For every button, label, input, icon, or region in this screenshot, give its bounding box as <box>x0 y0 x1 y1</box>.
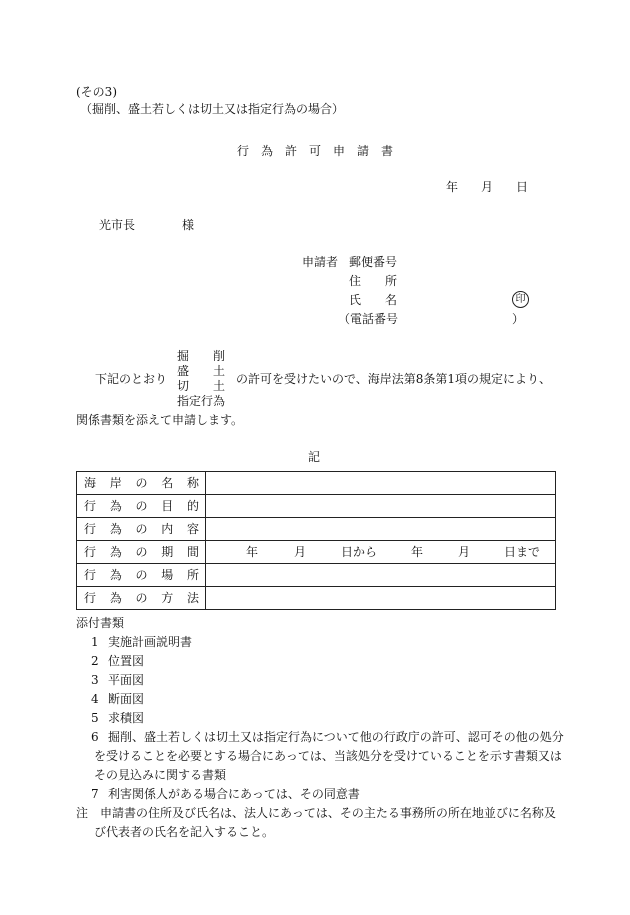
row-label-method: 行 為 の 方 法 <box>77 587 206 610</box>
value-cell[interactable] <box>206 495 556 518</box>
ki-heading: 記 <box>308 450 321 464</box>
list-item: 断面図 <box>108 692 145 706</box>
note-mark: 注 <box>76 806 89 820</box>
list-item: 実施計画説明書 <box>108 635 193 649</box>
list-item-number: 4 <box>91 692 99 706</box>
list-item: 平面図 <box>108 673 145 687</box>
period-until: 日まで <box>504 545 541 559</box>
address-label-char: 住 <box>349 274 362 288</box>
title-char: 為 <box>261 144 274 158</box>
seal-mark-icon: 印 <box>512 291 529 308</box>
table-row <box>77 518 556 541</box>
period-from: 日から <box>341 545 378 559</box>
row-label-location: 行 為 の 場 所 <box>77 564 206 587</box>
list-item: 掘削、盛土若しくは切土又は指定行為について他の行政庁の許可、認可その他の処分 <box>108 730 564 744</box>
form-number: (その3) <box>76 85 117 99</box>
row-label-period: 行 為 の 期 間 <box>77 541 206 564</box>
name-label-char: 名 <box>385 293 398 307</box>
value-cell[interactable] <box>206 587 556 610</box>
date-day-label: 日 <box>516 180 529 194</box>
addressee-honorific: 様 <box>182 218 195 232</box>
table-row <box>77 541 556 564</box>
row-label-coast-name: 海 岸 の 名 称 <box>77 472 206 495</box>
date-month-label: 月 <box>481 180 494 194</box>
attachments-heading: 添付書類 <box>76 616 125 630</box>
list-item-number: 2 <box>91 654 99 668</box>
table-row <box>77 564 556 587</box>
title-char: 可 <box>309 144 322 158</box>
address-label-char: 所 <box>385 274 398 288</box>
list-item-number: 3 <box>91 673 99 687</box>
list-item-number: 7 <box>91 787 99 801</box>
value-cell[interactable] <box>206 518 556 541</box>
option-char: 土 <box>213 379 226 393</box>
addressee-name: 光市長 <box>99 218 136 232</box>
list-item-continuation: その見込みに関する書類 <box>94 768 227 782</box>
form-subtitle: （掘削、盛土若しくは切土又は指定行為の場合） <box>80 102 345 116</box>
note-text-continuation: び代表者の氏名を記入すること。 <box>94 825 275 839</box>
list-item-number: 5 <box>91 711 99 725</box>
option-text: 指定行為 <box>177 394 226 408</box>
period-value-cell[interactable] <box>206 541 556 564</box>
name-label-char: 氏 <box>349 293 362 307</box>
period-month-end: 月 <box>458 545 471 559</box>
note-text: 申請書の住所及び氏名は、法人にあっては、その主たる事務所の所在地並びに名称及 <box>100 806 556 820</box>
option-char: 削 <box>213 349 226 363</box>
title-char: 許 <box>285 144 298 158</box>
main-request-text: の許可を受けたいので、海岸法第8条第1項の規定により、 <box>236 372 552 386</box>
option-char: 掘 <box>177 349 190 363</box>
title-char: 書 <box>381 144 394 158</box>
list-item-number: 1 <box>91 635 99 649</box>
phone-label: （電話番号 <box>338 312 399 326</box>
list-item: 求積図 <box>108 711 145 725</box>
title-char: 行 <box>237 144 250 158</box>
table-row <box>77 587 556 610</box>
intro-text: 下記のとおり <box>95 372 168 386</box>
period-year-start: 年 <box>246 545 259 559</box>
row-label-content: 行 為 の 内 容 <box>77 518 206 541</box>
date-year-label: 年 <box>446 180 459 194</box>
option-char: 土 <box>213 364 226 378</box>
title-char: 申 <box>333 144 346 158</box>
list-item-number: 6 <box>91 730 99 744</box>
applicant-role: 申請者 <box>302 255 339 269</box>
continuation-text: 関係書類を添えて申請します。 <box>76 413 244 427</box>
phone-close-paren: ） <box>512 312 525 326</box>
period-year-end: 年 <box>411 545 424 559</box>
period-month-start: 月 <box>294 545 307 559</box>
list-item: 利害関係人がある場合にあっては、その同意書 <box>108 787 360 801</box>
value-cell[interactable] <box>206 472 556 495</box>
postal-code-label: 郵便番号 <box>349 255 398 269</box>
title-char: 請 <box>357 144 370 158</box>
value-cell[interactable] <box>206 564 556 587</box>
details-table <box>76 471 556 610</box>
option-char: 切 <box>177 379 190 393</box>
option-char: 盛 <box>177 364 190 378</box>
table-row <box>77 472 556 495</box>
list-item-continuation: を受けることを必要とする場合にあっては、当該処分を受けていることを示す書類又は <box>94 749 562 763</box>
list-item: 位置図 <box>108 654 145 668</box>
table-row <box>77 495 556 518</box>
row-label-purpose: 行 為 の 目 的 <box>77 495 206 518</box>
